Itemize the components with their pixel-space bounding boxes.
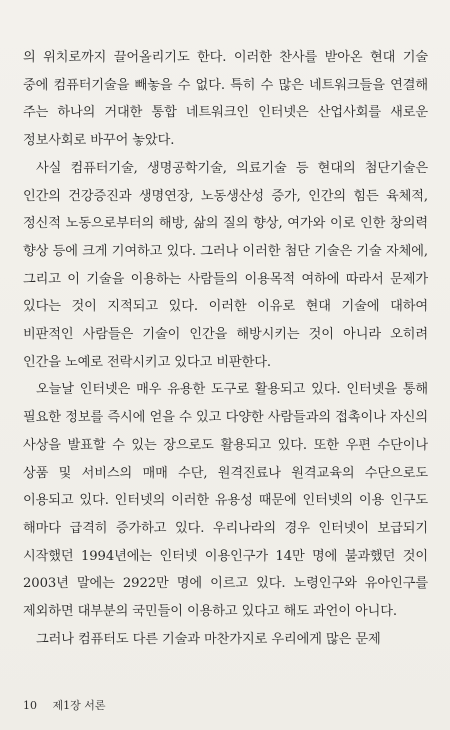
paragraph-4: 그러나 컴퓨터도 다른 기술과 마찬가지로 우리에게 많은 문제 (36, 631, 381, 647)
paragraph-1: 의 위치로까지 끌어올리기도 한다. 이러한 찬사를 받아온 현대 기술 중에 컴퓨터기술을 빼놓을 수 없다. 특히 수 많은 네트워크들을 연결해 주는 하나의 거대한 통합 네트워크인 인터넷은 산업사회를 새로운 정보사회로 바꾸어 놓았다. (23, 50, 428, 149)
chapter-label: 제1장 서론 (52, 699, 106, 712)
page-number: 10 (23, 699, 37, 712)
paragraph-2: 사실 컴퓨터기술, 생명공학기술, 의료기술 등 현대의 첨단기술은 인간의 건강증진과 생명연장, 노동생산성 증가, 인간의 힘든 육체적, 정신적 노동으로부터의 해방, 삶의 질의 향상, 여가와 이로 인한 창의력 향상 등에 크게 기여하고 있다. 그러나 이러한 첨단 기술은 기술 자체에, 그리고 이 기술을 이용하는 사람들의 이용목적 여하에 따라서 문제가 있다는 것이 지적되고 있다. 이러한 이유로 현대 기술에 대하여 비판적인 사람들은 기술이 인간을 해방시키는 것이 아니라 오히려 인간을 노예로 전락시키고 있다고 비판한다. (23, 160, 428, 370)
page-footer (23, 697, 428, 715)
paragraph-3: 오늘날 인터넷은 매우 유용한 도구로 활용되고 있다. 인터넷을 통해 필요한 정보를 즉시에 얻을 수 있고 다양한 사람들과의 접촉이나 자신의 사상을 발표할 수 있는 장으로도 활용되고 있다. 또한 우편 수단이나 상품 및 서비스의 매매 수단, 원격진료나 원격교육의 수단으로도 이용되고 있다. 인터넷의 이러한 유용성 때문에 인터넷의 이용 인구도 해마다 급격히 증가하고 있다. 우리나라의 경우 인터넷이 보급되기 시작했던 1994년에는 인터넷 이용인구가 14만 명에 불과했던 것이 2003년 말에는 2922만 명에 이르고 있다. 노령인구와 유아인구를 제외하면 대부분의 국민들이 이용하고 있다고 해도 과언이 아니다. (23, 382, 428, 620)
body-text (23, 44, 428, 653)
